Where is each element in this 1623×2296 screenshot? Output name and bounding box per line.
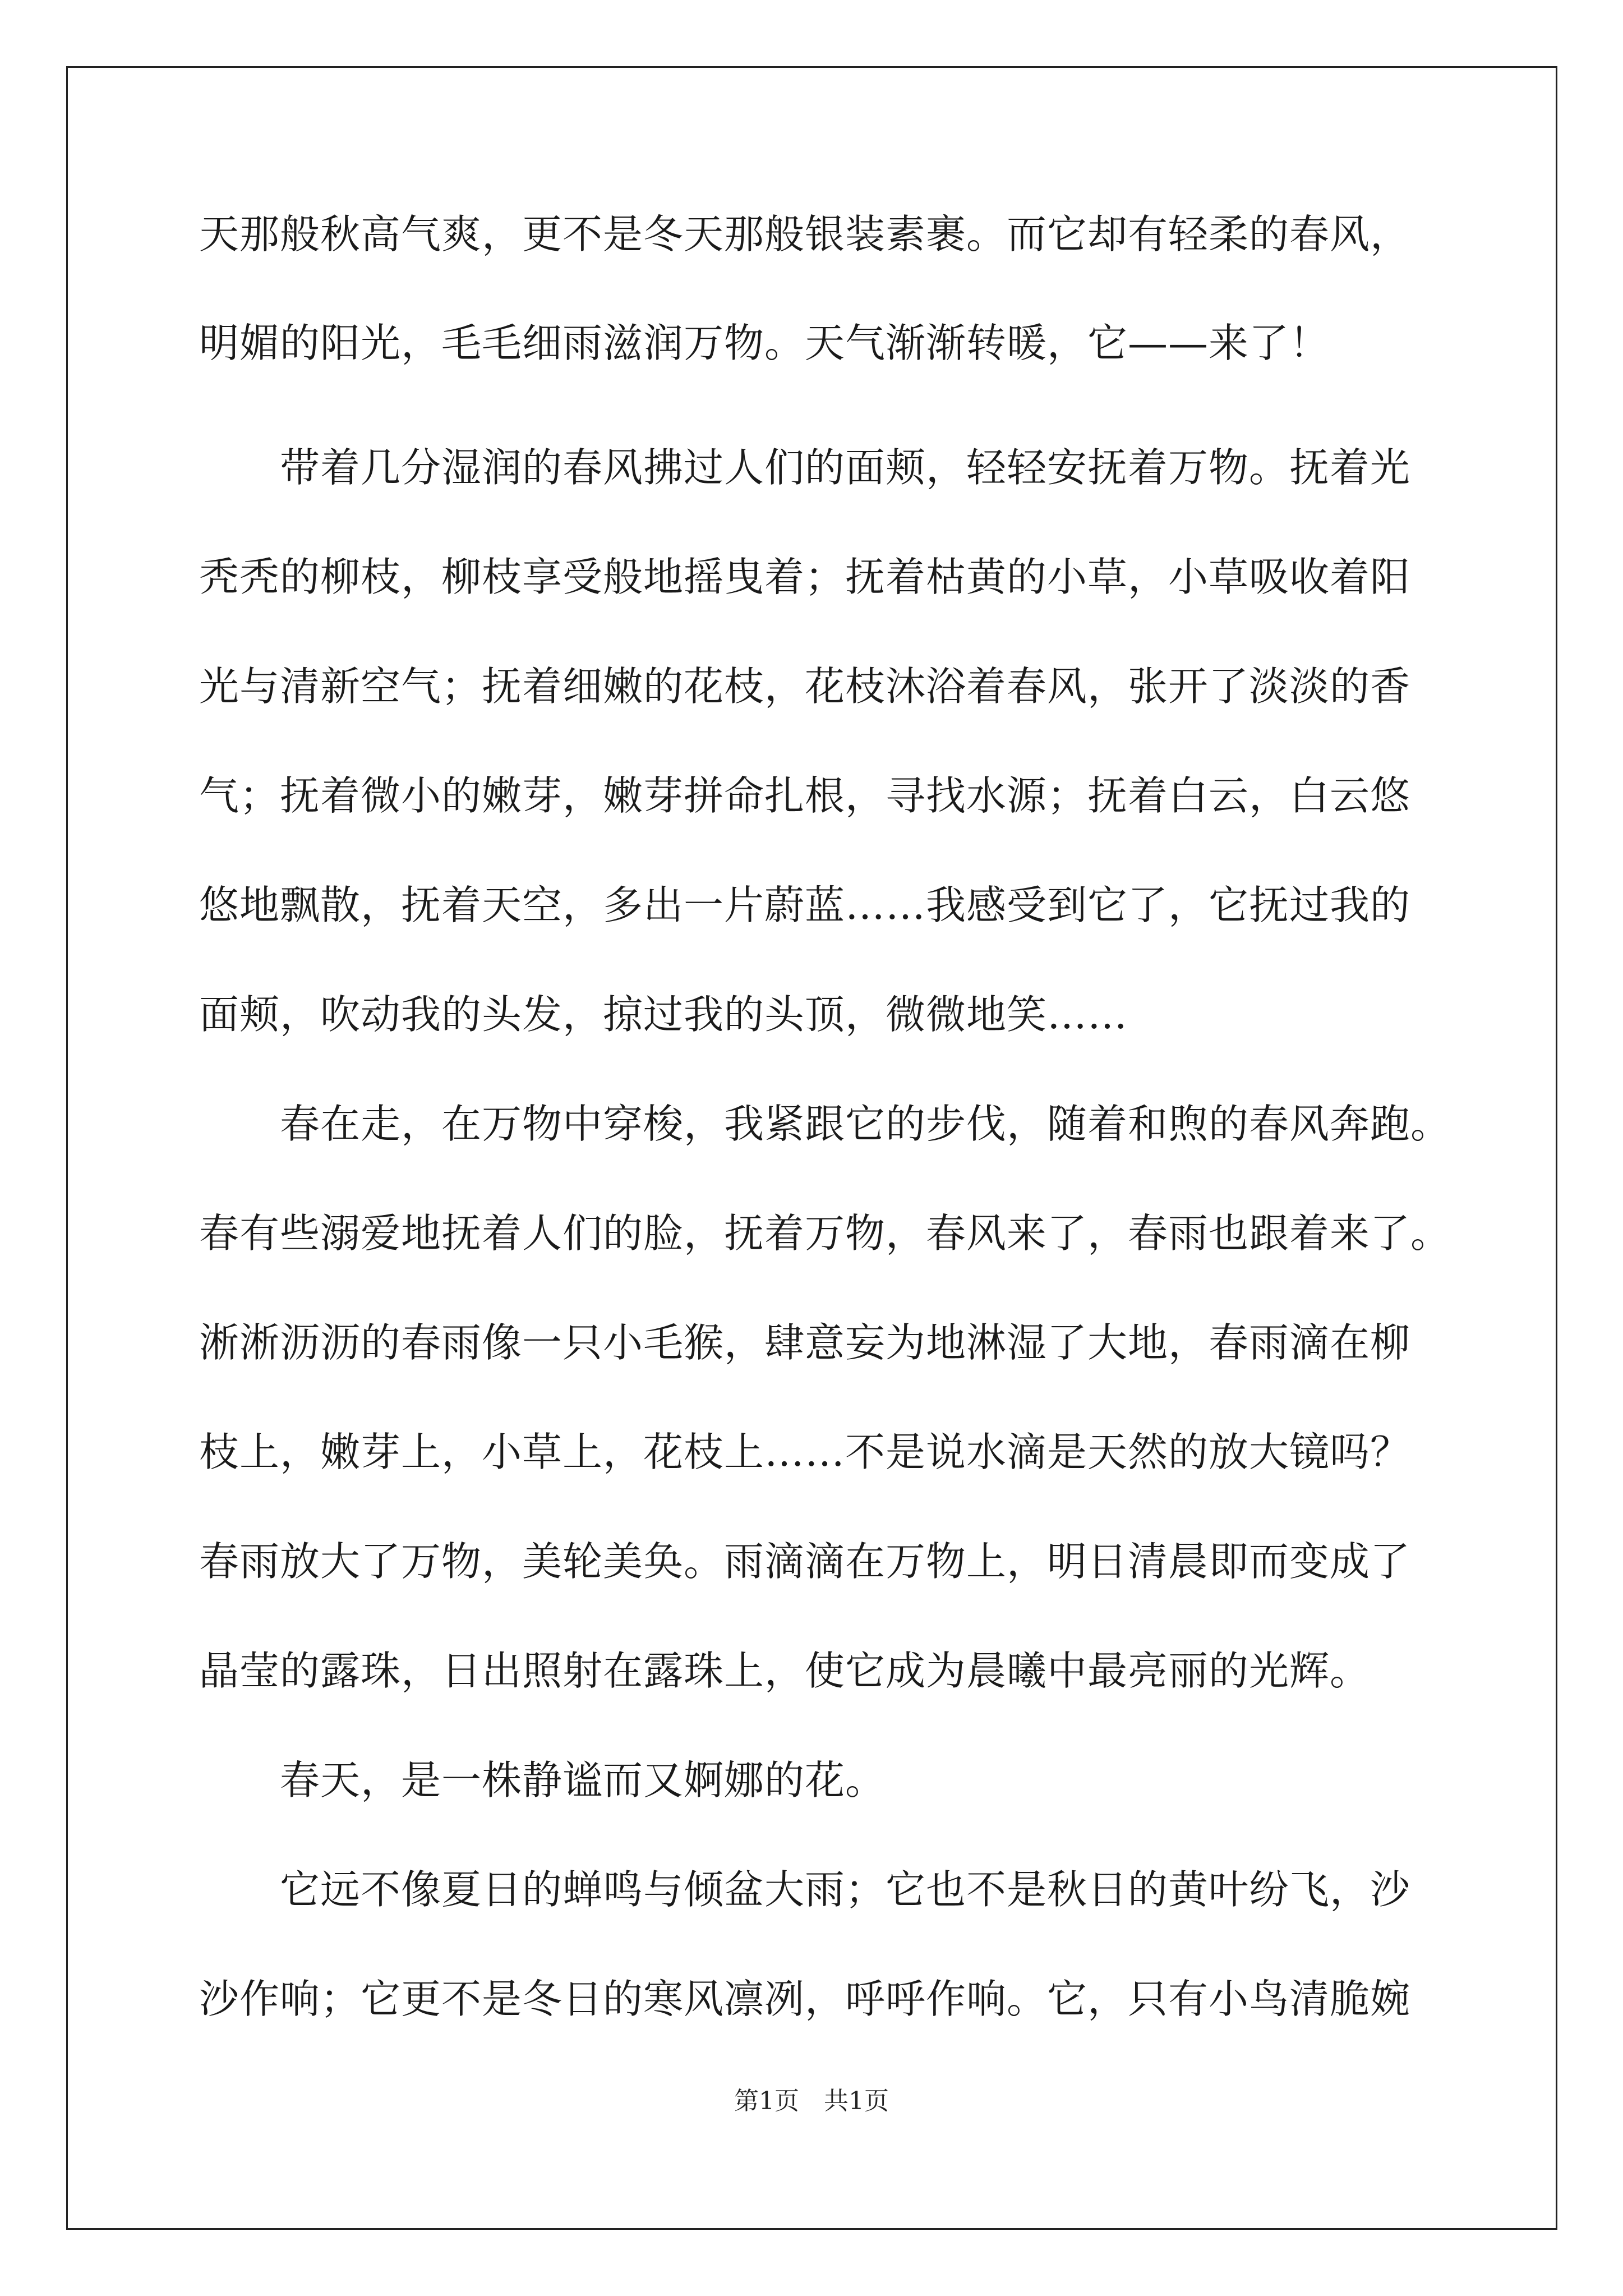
- text-line: 面颊，吹动我的头发，掠过我的头顶，微微地笑……: [199, 991, 1128, 1038]
- text-line: 光与清新空气；抚着细嫩的花枝，花枝沐浴着春风，张开了淡淡的香: [199, 663, 1411, 710]
- page-footer: 第1页 共1页: [734, 2087, 889, 2115]
- text-line: 秃秃的柳枝，柳枝享受般地摇曳着；抚着枯黄的小草，小草吸收着阳: [199, 554, 1411, 600]
- text-line: 带着几分湿润的春风拂过人们的面颊，轻轻安抚着万物。抚着光: [199, 444, 1411, 491]
- text-line: 春天，是一株静谧而又婀娜的花。: [199, 1757, 886, 1803]
- text-line: 天那般秋高气爽，更不是冬天那般银装素裹。而它却有轻柔的春风，: [199, 211, 1411, 257]
- text-line: 春雨放大了万物，美轮美奂。雨滴滴在万物上，明日清晨即而变成了: [199, 1538, 1411, 1585]
- text-line: 气；抚着微小的嫩芽，嫩芽拼命扎根，寻找水源；抚着白云，白云悠: [199, 772, 1411, 819]
- text-line: 春有些溺爱地抚着人们的脸，抚着万物，春风来了，春雨也跟着来了。: [199, 1210, 1451, 1257]
- text-line: 它远不像夏日的蝉鸣与倾盆大雨；它也不是秋日的黄叶纷飞，沙: [199, 1866, 1411, 1913]
- text-line: 淅淅沥沥的春雨像一只小毛猴，肆意妄为地淋湿了大地，春雨滴在柳: [199, 1319, 1411, 1366]
- text-line: 枝上，嫩芽上，小草上，花枝上……不是说水滴是天然的放大镜吗？: [199, 1429, 1411, 1475]
- text-line: 春在走，在万物中穿梭，我紧跟它的步伐，随着和煦的春风奔跑。: [199, 1101, 1451, 1147]
- text-line: 晶莹的露珠，日出照射在露珠上，使它成为晨曦中最亮丽的光辉。: [199, 1648, 1371, 1694]
- text-line: 悠地飘散，抚着天空，多出一片蔚蓝……我感受到它了，它抚过我的: [199, 882, 1411, 928]
- text-line: 明媚的阳光，毛毛细雨滋润万物。天气渐渐转暖，它——来了！: [199, 320, 1330, 366]
- text-line: 沙作响；它更不是冬日的寒风凛冽，呼呼作响。它，只有小鸟清脆婉: [199, 1976, 1411, 2022]
